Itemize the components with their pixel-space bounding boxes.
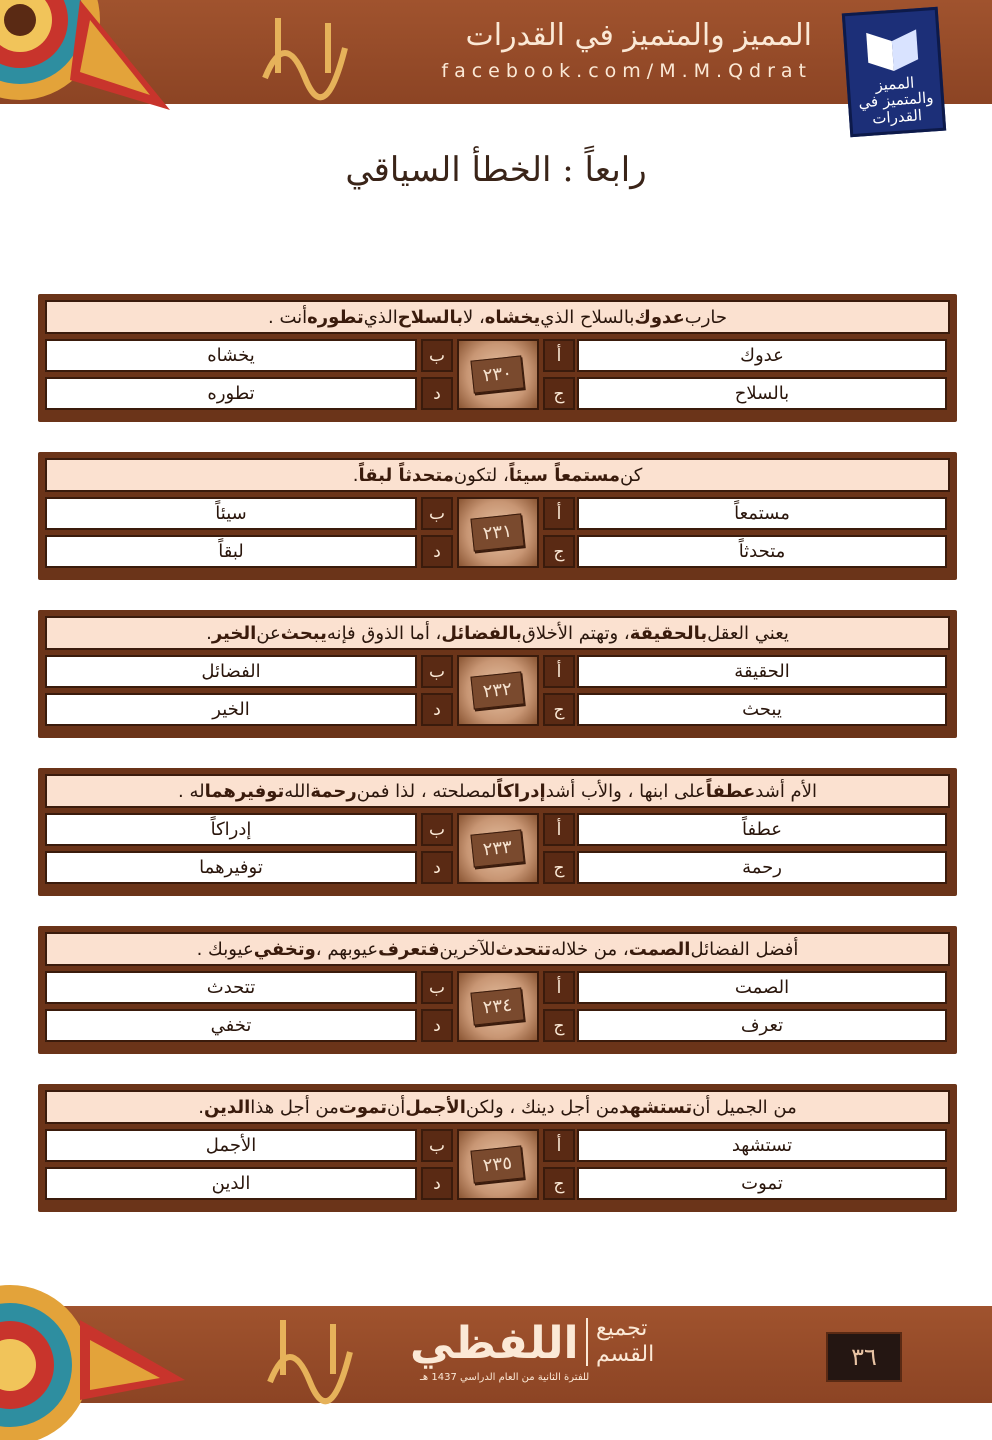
stem-text: من الجميل أن [692, 1096, 797, 1118]
option-c[interactable]: بالسلاح [577, 377, 947, 410]
option-d-letter[interactable]: د [421, 851, 453, 884]
stem-keyword: فتعرف [378, 938, 440, 960]
option-d[interactable]: الخير [45, 693, 417, 726]
footer-label-collect: تجميع [596, 1316, 648, 1341]
stem-text: يعني العقل [707, 622, 789, 644]
option-b[interactable]: الفضائل [45, 655, 417, 688]
stem-keyword: وتخفي [253, 938, 316, 960]
question-block [38, 768, 957, 896]
option-a[interactable]: عدوك [577, 339, 947, 372]
stem-keyword: بالحقيقة [629, 622, 708, 644]
calligraphy-decoration-bottom [260, 1312, 370, 1398]
option-a[interactable]: الصمت [577, 971, 947, 1004]
option-b-letter[interactable]: ب [421, 655, 453, 688]
stem-keyword: الدين [203, 1096, 251, 1118]
brand-logo [842, 7, 946, 137]
stem-keyword: تموت [338, 1096, 387, 1118]
stem-text: الله [284, 780, 311, 802]
option-c-letter[interactable]: ج [543, 693, 575, 726]
option-b[interactable]: إدراكاً [45, 813, 417, 846]
stem-text: أنت . [268, 306, 308, 328]
option-a-letter[interactable]: أ [543, 813, 575, 846]
option-c[interactable]: متحدثاً [577, 535, 947, 568]
option-c-letter[interactable]: ج [543, 1009, 575, 1042]
question-inner [45, 300, 950, 416]
question-inner [45, 616, 950, 732]
stem-keyword: تستشهد [619, 1096, 693, 1118]
stem-text: الذي [363, 306, 398, 328]
option-a[interactable]: تستشهد [577, 1129, 947, 1162]
stem-text: للآخرين [439, 938, 496, 960]
stem-text: ، لتكون [453, 464, 509, 486]
question-number-badge [457, 813, 539, 884]
question-number: ٢٣١ [471, 513, 525, 551]
option-b-letter[interactable]: ب [421, 1129, 453, 1162]
stem-keyword: إدراكاً [496, 780, 546, 802]
calligraphy-decoration [255, 8, 365, 98]
question-number-badge [457, 971, 539, 1042]
option-d[interactable]: تخفي [45, 1009, 417, 1042]
stem-keyword: بالسلاح [397, 306, 463, 328]
question-block [38, 1084, 957, 1212]
option-d[interactable]: الدين [45, 1167, 417, 1200]
option-a-letter[interactable]: أ [543, 497, 575, 530]
option-b[interactable]: سيئاً [45, 497, 417, 530]
option-d[interactable]: تطوره [45, 377, 417, 410]
stem-text: من أجل هذا [250, 1096, 339, 1118]
question-stem [45, 774, 950, 808]
option-a-letter[interactable]: أ [543, 339, 575, 372]
question-number: ٢٣٠ [471, 355, 525, 393]
question-inner [45, 1090, 950, 1206]
question-number-badge [457, 339, 539, 410]
option-d-letter[interactable]: د [421, 377, 453, 410]
option-c[interactable]: رحمة [577, 851, 947, 884]
page-header [0, 0, 992, 128]
footer-label-section: القسم [596, 1342, 655, 1367]
stem-keyword: الصمت [628, 938, 691, 960]
stem-text: لمصلحته ، لذا فمن [356, 780, 497, 802]
option-a-letter[interactable]: أ [543, 655, 575, 688]
stem-text: . [206, 622, 212, 644]
option-c[interactable]: يبحث [577, 693, 947, 726]
option-c-letter[interactable]: ج [543, 535, 575, 568]
stem-text: حارب [684, 306, 727, 328]
question-stem [45, 1090, 950, 1124]
option-b-letter[interactable]: ب [421, 497, 453, 530]
stem-keyword: يخشاه [484, 306, 541, 328]
option-b-letter[interactable]: ب [421, 971, 453, 1004]
book-icon [861, 24, 924, 78]
option-b-letter[interactable]: ب [421, 813, 453, 846]
option-a[interactable]: عطفاً [577, 813, 947, 846]
question-block [38, 452, 957, 580]
footer-divider [586, 1318, 588, 1366]
page-number: ٣٦ [826, 1332, 902, 1382]
option-a[interactable]: مستمعاً [577, 497, 947, 530]
stem-keyword: توفيرهما [204, 780, 285, 802]
stem-text: له . [178, 780, 205, 802]
question-number: ٢٣٥ [471, 1145, 525, 1183]
stem-keyword: بالفضائل [441, 622, 522, 644]
stem-text: كن [620, 464, 643, 486]
footer-section-name: اللفظي [410, 1318, 579, 1369]
stem-keyword: عدوك [634, 306, 685, 328]
option-a[interactable]: الحقيقة [577, 655, 947, 688]
stem-text: . [198, 1096, 204, 1118]
question-number-badge [457, 497, 539, 568]
option-b[interactable]: تتحدث [45, 971, 417, 1004]
question-block [38, 610, 957, 738]
ornament-decoration [0, 0, 180, 130]
option-a-letter[interactable]: أ [543, 971, 575, 1004]
question-stem [45, 616, 950, 650]
stem-text: أفضل الفضائل [690, 938, 799, 960]
question-stem [45, 458, 950, 492]
question-number-badge [457, 1129, 539, 1200]
question-number: ٢٣٣ [471, 829, 525, 867]
stem-keyword: متحدثاً لبقاً [358, 464, 454, 486]
question-inner [45, 774, 950, 890]
stem-text: ، وتهتم الأخلاق [521, 622, 630, 644]
option-d-letter[interactable]: د [421, 1009, 453, 1042]
stem-keyword: الأجمل [405, 1096, 466, 1118]
stem-keyword: عطفاً [705, 780, 756, 802]
option-d-letter[interactable]: د [421, 535, 453, 568]
option-b-letter[interactable]: ب [421, 339, 453, 372]
stem-keyword: تتحدث [495, 938, 552, 960]
section-title: رابعاً : الخطأ السياقي [345, 150, 647, 190]
question-inner [45, 932, 950, 1048]
option-d[interactable]: لبقاً [45, 535, 417, 568]
question-number-badge [457, 655, 539, 726]
question-block [38, 926, 957, 1054]
stem-text: بالسلاح الذي [540, 306, 635, 328]
stem-keyword: تطوره [307, 306, 364, 328]
brand-title: المميز والمتميز في القدرات [465, 18, 812, 53]
stem-text: ، أما الذوق فإنه [326, 622, 442, 644]
question-stem [45, 300, 950, 334]
option-d-letter[interactable]: د [421, 693, 453, 726]
option-a-letter[interactable]: أ [543, 1129, 575, 1162]
option-c-letter[interactable]: ج [543, 1167, 575, 1200]
stem-text: من أجل دينك ، ولكن [465, 1096, 620, 1118]
stem-keyword: يبحث [280, 622, 327, 644]
stem-text: ، لا [462, 306, 485, 328]
option-c[interactable]: تموت [577, 1167, 947, 1200]
option-c-letter[interactable]: ج [543, 851, 575, 884]
question-stem [45, 932, 950, 966]
stem-text: ، من خلاله [551, 938, 629, 960]
stem-text: عيوبك . [196, 938, 254, 960]
stem-text: عن [256, 622, 281, 644]
stem-text: . [352, 464, 359, 486]
question-number: ٢٣٢ [471, 671, 525, 709]
stem-text: أن [386, 1096, 406, 1118]
stem-text: على ابنها ، والأب أشد [545, 780, 706, 802]
option-c[interactable]: تعرف [577, 1009, 947, 1042]
brand-url: facebook.com/M.M.Qdrat [441, 60, 812, 82]
option-d-letter[interactable]: د [421, 1167, 453, 1200]
option-b[interactable]: يخشاه [45, 339, 417, 372]
ornament-decoration-bottom [0, 1290, 190, 1440]
option-d[interactable]: توفيرهما [45, 851, 417, 884]
stem-keyword: الخير [211, 622, 257, 644]
stem-text: عيوبهم ، [315, 938, 379, 960]
option-c-letter[interactable]: ج [543, 377, 575, 410]
question-inner [45, 458, 950, 574]
logo-text: المميز والمتميز في القدرات [857, 73, 935, 128]
stem-text: الأم أشد [755, 780, 817, 802]
question-block [38, 294, 957, 422]
footer-period-note: للفترة الثانية من العام الدراسي 1437 هـ [420, 1372, 590, 1383]
option-b[interactable]: الأجمل [45, 1129, 417, 1162]
question-number: ٢٣٤ [471, 987, 525, 1025]
stem-keyword: مستمعاً سيئاً [508, 464, 621, 486]
stem-keyword: رحمة [310, 780, 357, 802]
